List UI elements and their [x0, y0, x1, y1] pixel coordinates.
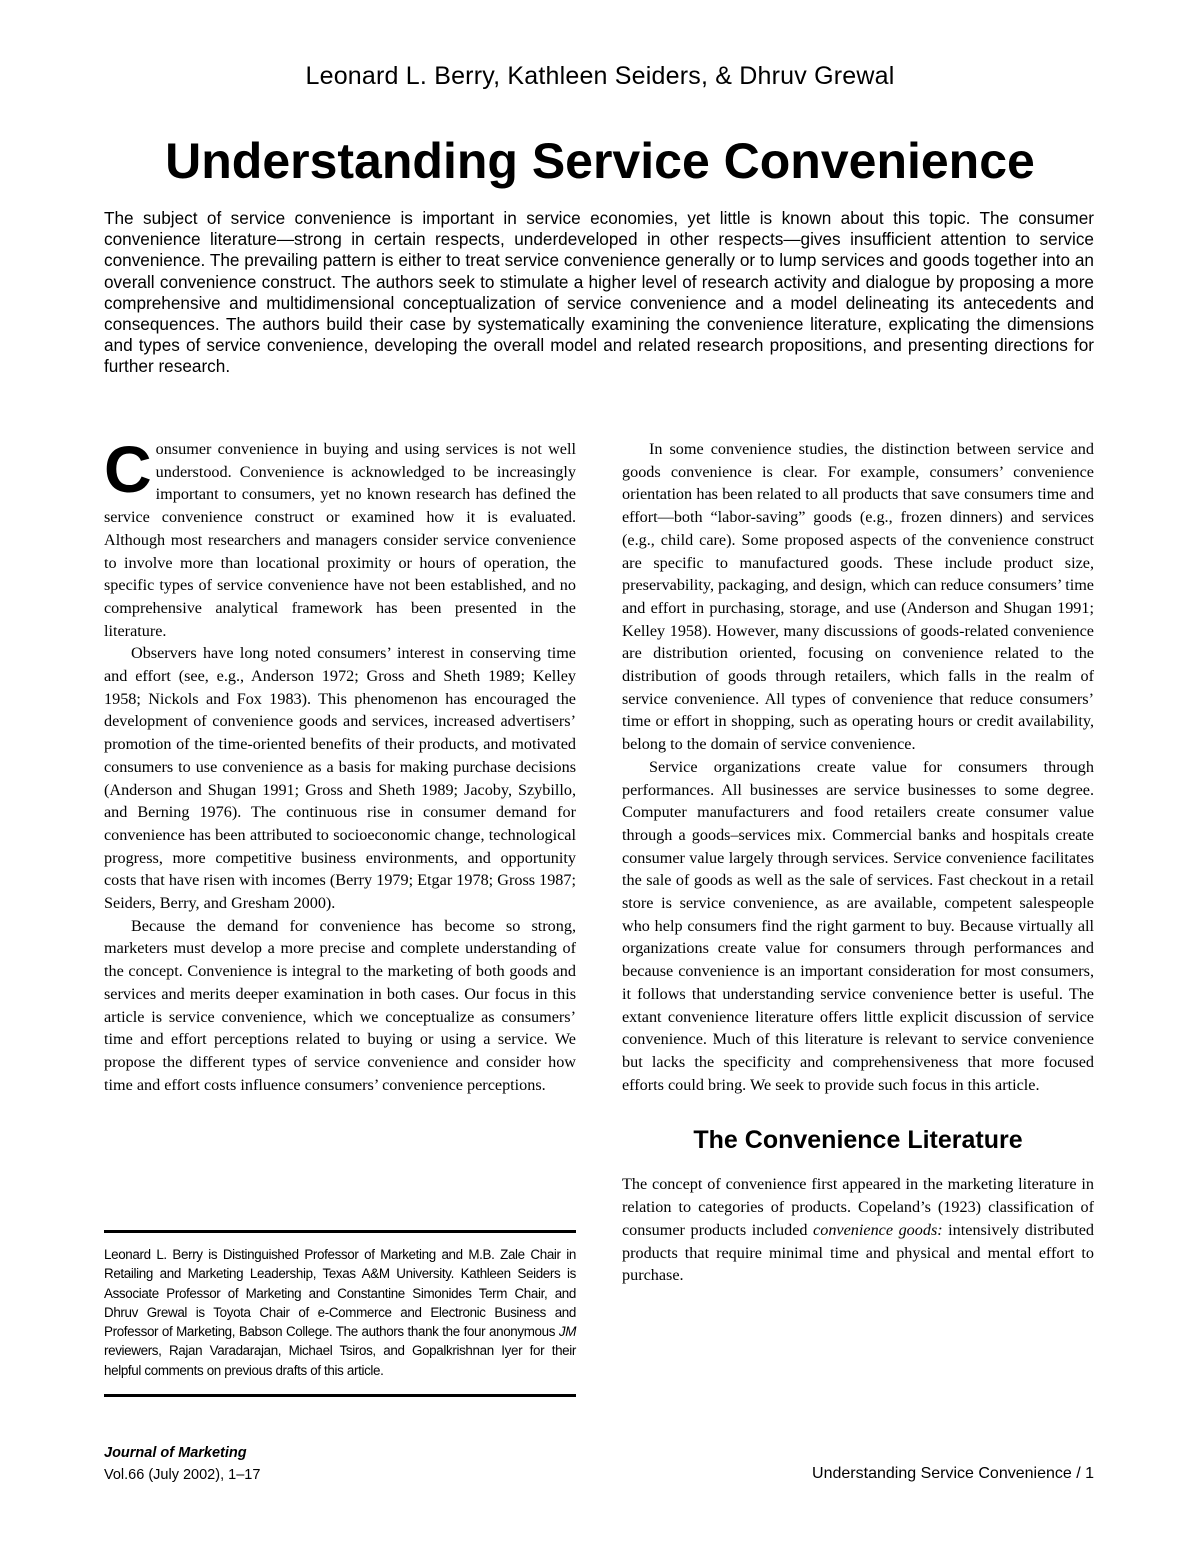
body-paragraph-6	[622, 1173, 1094, 1287]
abstract: The subject of service convenience is important in service economies, yet little is known about this topic. The consumer convenience literature—strong in certain respects, underdeveloped in other respects—gives insufficient attention to service convenience. The prevailing pattern is either to treat service convenience generally or to lump services and goods together into an overall convenience construct. The authors seek to stimulate a higher level of research activity and dialogue by proposing a more comprehensive and multidimensional conceptualization of service convenience and a model delineating its antecedents and consequences. The authors build their case by systematically examining the convenience literature, explicating the dimensions and types of service convenience, developing the overall model and related research propositions, and presenting directions for further research.	[104, 208, 1094, 377]
left-column	[104, 432, 576, 1096]
author-line: Leonard L. Berry, Kathleen Seiders, & Dhruv Grewal	[305, 62, 895, 90]
body-paragraph-4: In some convenience studies, the distinction between service and goods convenience is clear. For example, consumers’ convenience orientation has been related to all products that save consumers time and effort—both “labor-saving” goods (e.g., frozen dinners) and services (e.g., child care). Some proposed aspects of the convenience construct are specific to manufactured goods. These include product size, preservability, packaging, and design, which can reduce consumers’ time and effort in purchasing, storage, and use (Anderson and Shugan 1991; Kelley 1958). However, many discussions of goods-related convenience are distribution oriented, focusing on convenience related to the distribution of goods through retailers, which falls in the realm of service convenience. All types of convenience that reduce consumers’ time or effort in shopping, such as operating hours or credit availability, belong to the domain of service convenience.	[622, 440, 1094, 754]
author-footnote	[104, 1245, 576, 1380]
body-paragraph-3: Because the demand for convenience has become so strong, marketers must develop a more precise and complete understanding of the concept. Convenience is integral to the marketing of both goods and services and merits deeper examination in both cases. Our focus in this article is service convenience, which we conceptualize as consumers’ time and effort perceptions related to buying or using a service. We propose the different types of service convenience and consider how time and effort costs influence consumers’ convenience perceptions.	[104, 916, 576, 1094]
footnote-text-b: reviewers, Rajan Varadarajan, Michael Tsiros, and Gopalkrishnan Iyer for their helpful comments on previous drafts of this article.	[104, 1343, 576, 1378]
intro-paragraph-text: onsumer convenience in buying and using services is not well understood. Convenience is acknowledged to be increasingly important to consumers, yet no known research has defined the service convenience construct or examined how it is evaluated. Although most researchers and managers consider service convenience to involve more than locational proximity or hours of operation, the specific types of service convenience have not been established, and no comprehensive analytical framework has been presented in the literature.	[104, 440, 576, 640]
drop-cap: C	[104, 432, 152, 506]
footnote-journal-abbrev: JM	[558, 1324, 576, 1340]
journal-volume: Vol.66 (July 2002), 1–17	[104, 1467, 261, 1483]
p6-text-b: intensively distributed products that require minimal time and physical and mental effort to purchase.	[622, 1220, 1094, 1285]
p6-italic-term: convenience goods:	[813, 1220, 943, 1239]
journal-name: Journal of Marketing	[104, 1445, 247, 1461]
body-paragraph-2: Observers have long noted consumers’ interest in conserving time and effort (see, e.g., Anderson 1972; Gross and Sheth 1989; Kelley 1958; Nickols and Fox 1983). This phenomenon has encouraged the development of convenience goods and services, increased advertisers’ promotion of the time-oriented benefits of their products, and motivated consumers to use convenience as a basis for making purchase decisions (Anderson and Shugan 1991; Gross and Sheth 1989; Jacoby, Szybillo, and Berning 1976). The continuous rise in consumer demand for convenience has been attributed to socioeconomic change, technological progress, more competitive business environments, and opportunity costs that have risen with incomes (Berry 1979; Etgar 1978; Gross 1987; Seiders, Berry, and Gresham 2000).	[104, 644, 576, 913]
running-footer: Understanding Service Convenience / 1	[812, 1465, 1094, 1482]
intro-paragraph	[104, 432, 576, 642]
footnote-text-a: Leonard L. Berry is Distinguished Professor of Marketing and M.B. Zale Chair in Retailing and Marketing Leadership, Texas A&M University. Kathleen Seiders is Associate Professor of Marketing and Constantine Simonides Term Chair, and Dhruv Grewal is Toyota Chair of e-Commerce and Electronic Business and Professor of Marketing, Babson College. The authors thank the four anonymous	[104, 1247, 576, 1340]
section-heading: The Convenience Literature	[693, 1126, 1023, 1155]
body-paragraph-5: Service organizations create value for consumers through performances. All businesses are service businesses to some degree. Computer manufacturers and food retailers create consumer value through a goods–services mix. Commercial banks and hospitals create consumer value largely through services. Service convenience facilitates the sale of goods as well as the sale of services. Fast checkout in a retail store is service convenience, as are available, competent salespeople who help consumers find the right garment to buy. Because virtually all organizations create value for consumers through performances and because convenience is an important consideration for most consumers, it follows that understanding service convenience better is useful. The extant convenience literature offers little explicit discussion of service convenience. Much of this literature is relevant to service convenience but lacks the specificity and comprehensiveness that more focused efforts could bring. We seek to provide such focus in this article.	[622, 757, 1094, 1094]
article-title: Understanding Service Convenience	[165, 133, 1035, 189]
right-column	[622, 438, 1094, 1287]
author-footnote-box	[104, 1230, 576, 1397]
p6-text-a: The concept of convenience first appeared in the marketing literature in relation to categories of products. Copeland’s (1923) classification of consumer products included	[622, 1175, 1094, 1239]
